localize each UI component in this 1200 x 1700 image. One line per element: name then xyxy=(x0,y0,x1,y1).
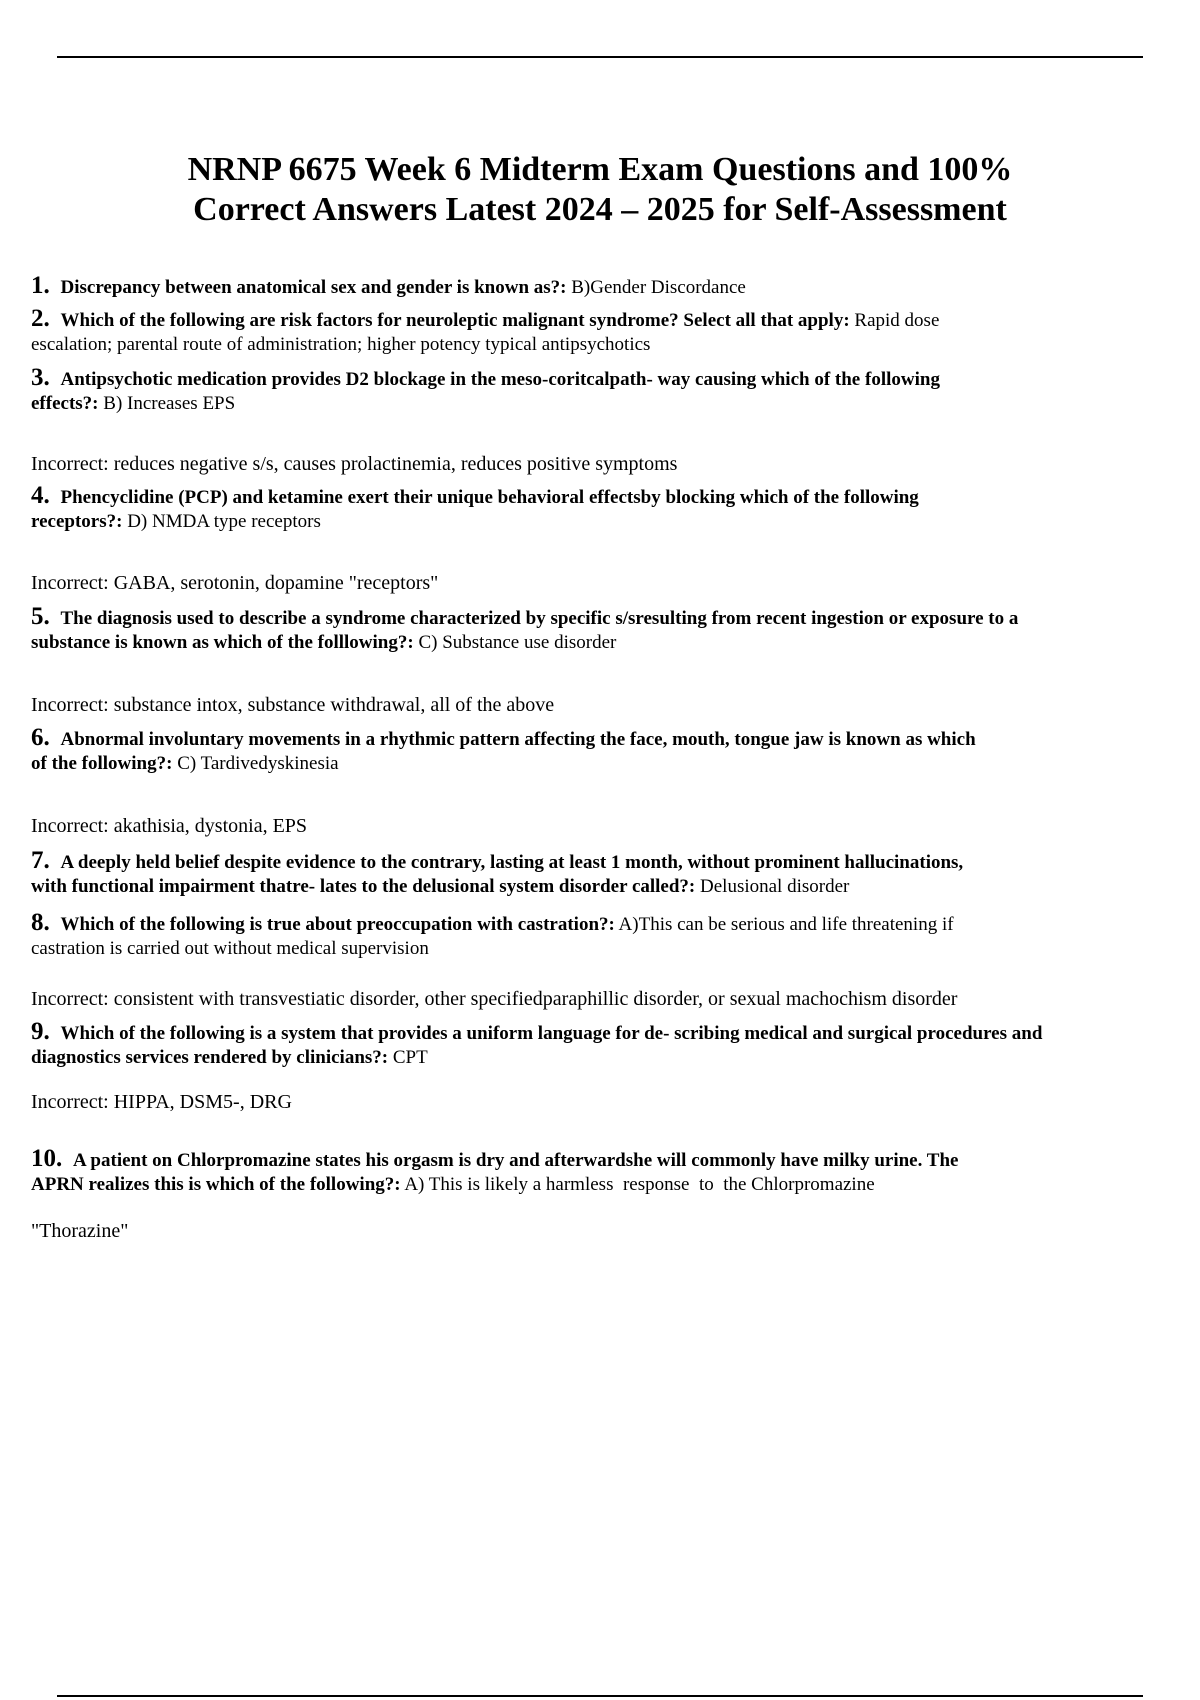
question-7 xyxy=(31,849,1193,899)
question-9 xyxy=(31,1020,1193,1070)
question-text-continued: diagnostics services rendered by clinicians?: xyxy=(31,1047,389,1068)
answer-text: C) Tardivedyskinesia xyxy=(177,753,339,774)
question-text-continued: receptors?: xyxy=(31,511,123,532)
answer-text: A) This is likely a harmless response to the Chlorpromazine xyxy=(404,1174,875,1195)
question-number: 3. xyxy=(31,366,50,391)
top-rule xyxy=(57,56,1143,58)
title-line-2: Correct Answers Latest 2024 – 2025 for Self-Assessment xyxy=(193,191,1007,228)
question-number: 2. xyxy=(31,307,50,332)
question-4 xyxy=(31,484,1193,534)
question-number: 4. xyxy=(31,484,50,509)
incorrect-note-9: Incorrect: HIPPA, DSM5-, DRG xyxy=(31,1091,292,1113)
question-text-continued: with functional impairment thatre- lates to the delusional system disorder called?: xyxy=(31,876,696,897)
question-10 xyxy=(31,1147,1193,1197)
incorrect-note-5: Incorrect: substance intox, substance withdrawal, all of the above xyxy=(31,694,555,716)
answer-text: Delusional disorder xyxy=(700,876,850,897)
answer-text: C) Substance use disorder xyxy=(418,632,617,653)
question-number: 5. xyxy=(31,605,50,630)
answer-text: A)This can be serious and life threatening if xyxy=(618,914,954,935)
incorrect-note-4: Incorrect: GABA, serotonin, dopamine "receptors" xyxy=(31,572,439,594)
question-text: Which of the following is a system that provides a uniform language for de- scribing medical and surgical procedures and xyxy=(60,1023,1043,1044)
question-text: Antipsychotic medication provides D2 blockage in the meso-coritcalpath- way causing which of the following xyxy=(60,369,940,390)
question-3 xyxy=(31,366,1193,416)
question-text: Which of the following is true about preoccupation with castration?: xyxy=(60,914,615,935)
question-number: 8. xyxy=(31,911,50,936)
answer-text: D) NMDA type receptors xyxy=(127,511,321,532)
incorrect-note-8: Incorrect: consistent with transvestiatic disorder, other specifiedparaphillic disorder, or sexual machochism disorder xyxy=(31,988,958,1010)
answer-text-continued: escalation; parental route of administration; higher potency typical antipsychotics xyxy=(31,334,651,355)
question-text: Discrepancy between anatomical sex and gender is known as?: xyxy=(60,277,567,298)
answer-text: CPT xyxy=(392,1047,428,1068)
answer-text: B) Increases EPS xyxy=(103,393,236,414)
page-title xyxy=(60,150,1140,230)
question-text: A patient on Chlorpromazine states his orgasm is dry and afterwardshe will commonly have milky urine. The xyxy=(73,1150,959,1171)
question-text-continued: effects?: xyxy=(31,393,99,414)
answer-text-continued: castration is carried out without medical supervision xyxy=(31,938,429,959)
question-number: 7. xyxy=(31,849,50,874)
question-number: 10. xyxy=(31,1147,63,1172)
question-2 xyxy=(31,307,1193,357)
incorrect-note-6: Incorrect: akathisia, dystonia, EPS xyxy=(31,815,308,837)
question-5 xyxy=(31,605,1193,655)
question-text: Phencyclidine (PCP) and ketamine exert their unique behavioral effectsby blocking which of the following xyxy=(60,487,919,508)
question-number: 6. xyxy=(31,726,50,751)
question-text: A deeply held belief despite evidence to the contrary, lasting at least 1 month, without prominent hallucinations, xyxy=(60,852,964,873)
answer-text: Rapid dose xyxy=(854,310,940,331)
question-text: The diagnosis used to describe a syndrome characterized by specific s/sresulting from recent ingestion or exposure to a xyxy=(60,608,1019,629)
question-text-continued: substance is known as which of the folllowing?: xyxy=(31,632,414,653)
answer-text: B)Gender Discordance xyxy=(571,277,746,298)
question-text-continued: APRN realizes this is which of the following?: xyxy=(31,1174,401,1195)
incorrect-note-3: Incorrect: reduces negative s/s, causes prolactinemia, reduces positive symptoms xyxy=(31,453,678,475)
question-text: Which of the following are risk factors for neuroleptic malignant syndrome? Select all that apply: xyxy=(60,310,850,331)
question-6 xyxy=(31,726,1193,776)
question-text: Abnormal involuntary movements in a rhythmic pattern affecting the face, mouth, tongue jaw is known as which xyxy=(60,729,976,750)
question-text-continued: of the following?: xyxy=(31,753,173,774)
question-8 xyxy=(31,911,1193,961)
bottom-rule xyxy=(57,1695,1143,1697)
question-number: 9. xyxy=(31,1020,50,1045)
title-line-1: NRNP 6675 Week 6 Midterm Exam Questions and 100% xyxy=(187,151,1013,188)
question-1 xyxy=(31,274,1193,300)
incorrect-note-10: "Thorazine" xyxy=(31,1220,129,1242)
question-number: 1. xyxy=(31,274,50,299)
